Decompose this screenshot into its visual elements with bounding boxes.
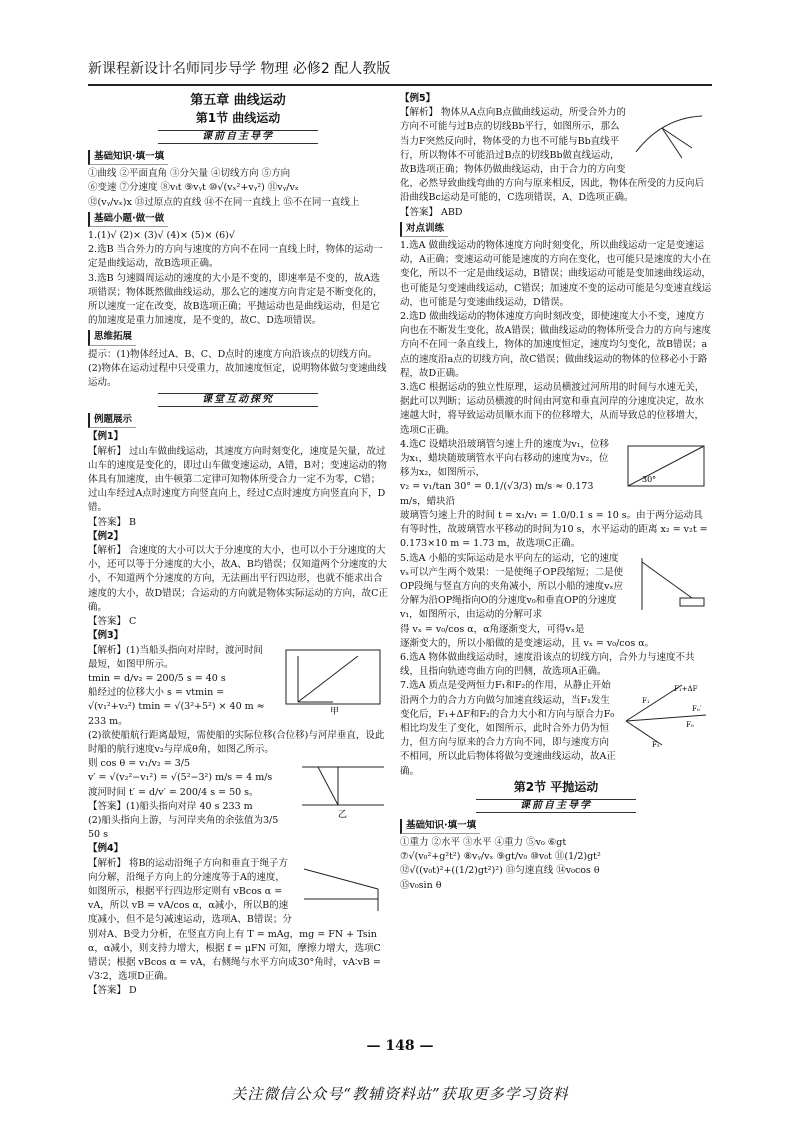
think-line: (2)物体在运动过程中只受重力，故加速度恒定，说明物体做匀变速曲线运动。 bbox=[88, 362, 387, 389]
pulley-diagram bbox=[298, 859, 388, 915]
thinking-tag: 思维拓展 bbox=[88, 330, 136, 345]
basic-knowledge-tag-2: 基础知识·填一填 bbox=[400, 819, 480, 834]
example3-line: (2)欲使船航行距离最短，需使船的实际位移(合位移)与河岸垂直，设此时船的航行速度v₂与岸成θ角，如图乙所示。 bbox=[88, 729, 385, 755]
example2-answer: 【答案】 C bbox=[88, 616, 137, 628]
example5-answer: 【答案】 ABD bbox=[400, 206, 463, 218]
example3-title: 【例3】 bbox=[88, 630, 124, 642]
left-column bbox=[88, 92, 388, 999]
header-rule bbox=[88, 84, 712, 86]
example3-line: 船经过的位移大小 s = vtmin = √(v₁²+v₂²) tmin = √(3²+5²) × 40 m ≈ 233 m。 bbox=[88, 687, 265, 727]
chapter-title: 第五章 曲线运动 bbox=[190, 93, 286, 108]
fig4-angle: 30° bbox=[642, 474, 657, 484]
example3-line: tmin = d/v₂ = 200/5 s = 40 s bbox=[88, 672, 226, 684]
small-line: 1.(1)√ (2)× (3)√ (4)× (5)× (6)√ bbox=[88, 230, 235, 242]
example3-answer: 【答案】(1)船头指向对岸 40 s 233 m bbox=[88, 800, 253, 812]
fig7-label: F₀′ bbox=[692, 705, 702, 714]
curve-force-diagram bbox=[632, 108, 712, 162]
basic-line: ⑫(vᵧ/vₓ)x ⑬过原点的直线 ⑭不在同一直线上 ⑮不在同一直线上 bbox=[88, 196, 360, 208]
example-tag: 例题展示 bbox=[88, 413, 136, 428]
footer-note: 关注微信公众号“教辅资料站”获取更多学习资料 bbox=[231, 1085, 569, 1103]
force-parallelogram-diagram bbox=[622, 681, 712, 751]
basic2-line: ①重力 ②水平 ③水平 ④重力 ⑤v₀ ⑥gt bbox=[400, 836, 567, 848]
training-item-5: 5.选A 小船的实际运动是水平向左的运动，它的速度vₓ可以产生两个效果：一是使绳子OP段缩短；二是使OP段绳与竖直方向的夹角减小，所以小船的速度vₓ应分解为沿OP绳指向O的分速度v₀和垂直OP的分速度v₁，如图所示，由运动的分解可求 bbox=[400, 552, 624, 621]
banner-preview-2: 课前自主导学 bbox=[476, 799, 636, 813]
training-tag: 对点训练 bbox=[400, 222, 448, 237]
basic2-line: ⑦√(v₀²+g²t²) ⑧vᵧ/vₓ ⑨gt/v₀ ⑩v₀t ⑪(1/2)gt² bbox=[400, 851, 601, 863]
banner-classroom: 课堂互动探究 bbox=[158, 393, 318, 407]
fig7-label: F₀ bbox=[686, 721, 694, 730]
fig7-label: F₁ bbox=[642, 697, 650, 706]
training-item-2: 2.选D 做曲线运动的物体速度方向时刻改变，即使速度大小不变，速度方向也在不断发生变化，故A错误；做曲线运动的物体所受合力的方向与速度方向不在同一条直线上，物体的加速度恒定，速度均匀变化，故B错误；a点的速度沿a点的切线方向，故C错误；做曲线运动的物体的位移必小于路程，故D正确。 bbox=[400, 311, 711, 379]
fig-label-yi: 乙 bbox=[338, 810, 348, 820]
training-item-5: 得 vₓ = v₀/cos α，α角逐渐变大，可得vₓ是 bbox=[400, 623, 585, 635]
river-diagram-jia bbox=[278, 646, 388, 716]
basic2-line: ⑫√((v₀t)²+((1/2)gt²)²) ⑬匀速直线 ⑭v₀cos θ bbox=[400, 865, 600, 877]
small-line: 3.选B 匀速圆周运动的速度的大小是不变的，即速率是不变的，故A选项错误；物体既然做曲线运动，那么它的速度方向肯定是不断变化的，所以速度一定在改变，故B选项正确；平抛运动也是曲线运动，但是它的加速度是重力加速度，是不变的，故C、D选项错误。 bbox=[88, 272, 383, 327]
fig7-label: F₂ bbox=[652, 741, 660, 750]
training-item-4: 4.选C 设蜡块沿玻璃管匀速上升的速度为v₁，位移为x₁，蜡块随玻璃管水平向右移动的速度为v₂，位移为x₂，如图所示， bbox=[400, 438, 610, 479]
basic-line: ①曲线 ②平面直角 ③分矢量 ④切线方向 ⑤方向 bbox=[88, 168, 291, 180]
example3-line: 渡河时间 t′ = d/v′ = 200/4 s = 50 s。 bbox=[88, 786, 259, 798]
example1-analysis: 【解析】 过山车做曲线运动，其速度方向时刻变化，速度是矢量，故过山车的速度是变化的，即过山车做变速运动，A错，B对；变速运动的物体具有加速度，由牛顿第二定律可知物体所受合力一定不为零，C错；过山车经过A点时速度方向竖直向上，经过C点时速度方向竖直向下，D错。 bbox=[88, 445, 387, 514]
small-line: 2.选B 当合外力的方向与速度的方向不在同一直线上时，物体的运动一定是曲线运动，故B选项正确。 bbox=[88, 244, 383, 270]
basic-line: ⑥变速 ⑦分速度 ⑧vₜt ⑨vᵧt ⑩√(vₓ²+vᵧ²) ⑪vᵧ/vₓ bbox=[88, 182, 299, 194]
training-item-1: 1.选A 做曲线运动的物体速度方向时刻变化，所以曲线运动一定是变速运动，A正确；变速运动可能是速度的方向在变化，也可能只是速度的大小在变化，所以不一定是曲线运动，B错误；曲线运动可能是变加速曲线运动，也可能是匀变速曲线运动，C错误；加速度不变的运动可能是匀变速直线运动，也可能是匀变速曲线运动，D错误。 bbox=[400, 240, 712, 308]
example4-title: 【例4】 bbox=[88, 843, 124, 855]
training-item-4: v₂ = v₁/tan 30° = 0.1/(√3/3) m/s ≈ 0.173 m/s，蜡块沿 bbox=[400, 481, 594, 507]
training-item-5: 逐渐变大的，所以小船做的是变速运动，且 vₓ = v₀/cos α。 bbox=[400, 637, 655, 649]
example2-title: 【例2】 bbox=[88, 530, 124, 542]
right-column bbox=[400, 92, 712, 893]
example5-analysis: 【解析】 物体从A点向B点做曲线运动，所受合外力的方向不可能与过B点的切线Bb平行，如图所示，那么当力F突然反向时，物体受的力也不可能与Bb直线平行，所以物体不可能沿过B点的切线Bb做直线运动，故B选项正确；物体仍做曲线运动，由于合力的方向变化，必然导致曲线弯曲的方向与原来相反，因此，物体在所受的力反向后沿曲线Bc运动是可能的，C选项错误，A、D选项正确。 bbox=[400, 107, 705, 204]
think-line: 提示：(1)物体经过A、B、C、D点时的速度方向沿该点的切线方向。 bbox=[88, 348, 378, 360]
example4-answer: 【答案】 D bbox=[88, 985, 137, 997]
training-item-6: 6.选A 物体做曲线运动时，速度沿该点的切线方向，合外力与速度不共线，且指向轨迹弯曲方向的凹侧，故选项A正确。 bbox=[400, 651, 695, 678]
example4-analysis: 【解析】 将B的运动沿绳子方向和垂直于绳子方向分解，沿绳子方向上的分速度等于A的速度，如图所示，根据平行四边形定则有 vBcos α = vA，所以 vB = vA/cos α，α减小，所以B的速度减小，但不是匀减速运动，选项A、B错误；分别对A、B受力分析，在竖直方向上有 T = mAg，mg = FN + Tsin α，α减小，则支持力增大，根据 f = μFN 可知，摩擦力增大，选项C错误；根据 vBcos α = vA，右侧绳与水平方向成30°角时，vA∶vB = √3∶2，选项D正确。 bbox=[88, 857, 381, 983]
example5-title: 【例5】 bbox=[400, 93, 436, 104]
example1-answer: 【答案】 B bbox=[88, 516, 137, 528]
example1-title: 【例1】 bbox=[88, 431, 124, 443]
training-item-7: 7.选A 质点是受两恒力F₁和F₂的作用，从静止开始沿两个力的合力方向做匀加速直线运动，当F₁发生变化后，F₁+ΔF和F₂的合力大小和方向与原合力F₀相比均发生了变化，如图所示，此时合外力仍为恒力，但方向与原来的合力方向不同，即与速度方向不相同，所以此后物体将做匀变速曲线运动，故A正确。 bbox=[400, 680, 616, 777]
running-header: 新课程新设计名师同步导学 物理 必修2 配人教版 bbox=[88, 61, 391, 77]
fig7-label: F₁+ΔF bbox=[674, 685, 698, 694]
training-item-4: 玻璃管匀速上升的时间 t = x₁/v₁ = 1.0/0.1 s = 10 s。由于两分运动具有等时性，故玻璃管水平移动的时间为10 s，水平运动的距离 x₂ = v₂t = 0.173×10 m = 1.73 m，故选项C正确。 bbox=[400, 509, 708, 550]
example2-analysis: 【解析】 合速度的大小可以大于分速度的大小，也可以小于分速度的大小，还可以等于分速度的大小，故A、B均错误；仅知道两个分速度的大小，不知道两个分速度的方向，无法画出平行四边形，也就不能求出合速度的大小，故D错误；合运动的方向就是物体实际运动的方向，故C正确。 bbox=[88, 545, 388, 613]
section-title: 第1节 曲线运动 bbox=[195, 111, 281, 125]
training-item-3: 3.选C 根据运动的独立性原理，运动员横渡过河所用的时间与水速无关，据此可以判断；运动员横渡的时间由河宽和垂直河岸的分速度决定，故水速越大时，将导致运动员顺水而下的位移增大，从而导致总的位移增大，选项C正确。 bbox=[400, 382, 705, 436]
example3-line: 则 cos θ = v₁/v₂ = 3/5 bbox=[88, 758, 191, 770]
example3-line: v′ = √(v₂²−v₁²) = √(5²−3²) m/s = 4 m/s bbox=[88, 772, 273, 784]
section2-title: 第2节 平抛运动 bbox=[513, 779, 599, 794]
banner-preview: 课前自主导学 bbox=[158, 130, 318, 144]
small-questions-tag: 基础小题·做一做 bbox=[88, 212, 168, 227]
fig-label-jia: 甲 bbox=[330, 706, 340, 716]
basic-knowledge-tag: 基础知识·填一填 bbox=[88, 150, 168, 165]
basic2-line: ⑮v₀sin θ bbox=[400, 879, 442, 891]
river-diagram-yi bbox=[298, 759, 388, 819]
boat-rope-diagram bbox=[632, 554, 712, 614]
wax-block-diagram bbox=[622, 440, 712, 496]
example3-answer: (2)船头指向上游，与河岸夹角的余弦值为3/5 50 s bbox=[88, 814, 279, 841]
example3-line: 【解析】(1)当船头指向对岸时，渡河时间最短，如图甲所示。 bbox=[88, 644, 263, 670]
page-number: — 148 — bbox=[366, 1038, 434, 1054]
